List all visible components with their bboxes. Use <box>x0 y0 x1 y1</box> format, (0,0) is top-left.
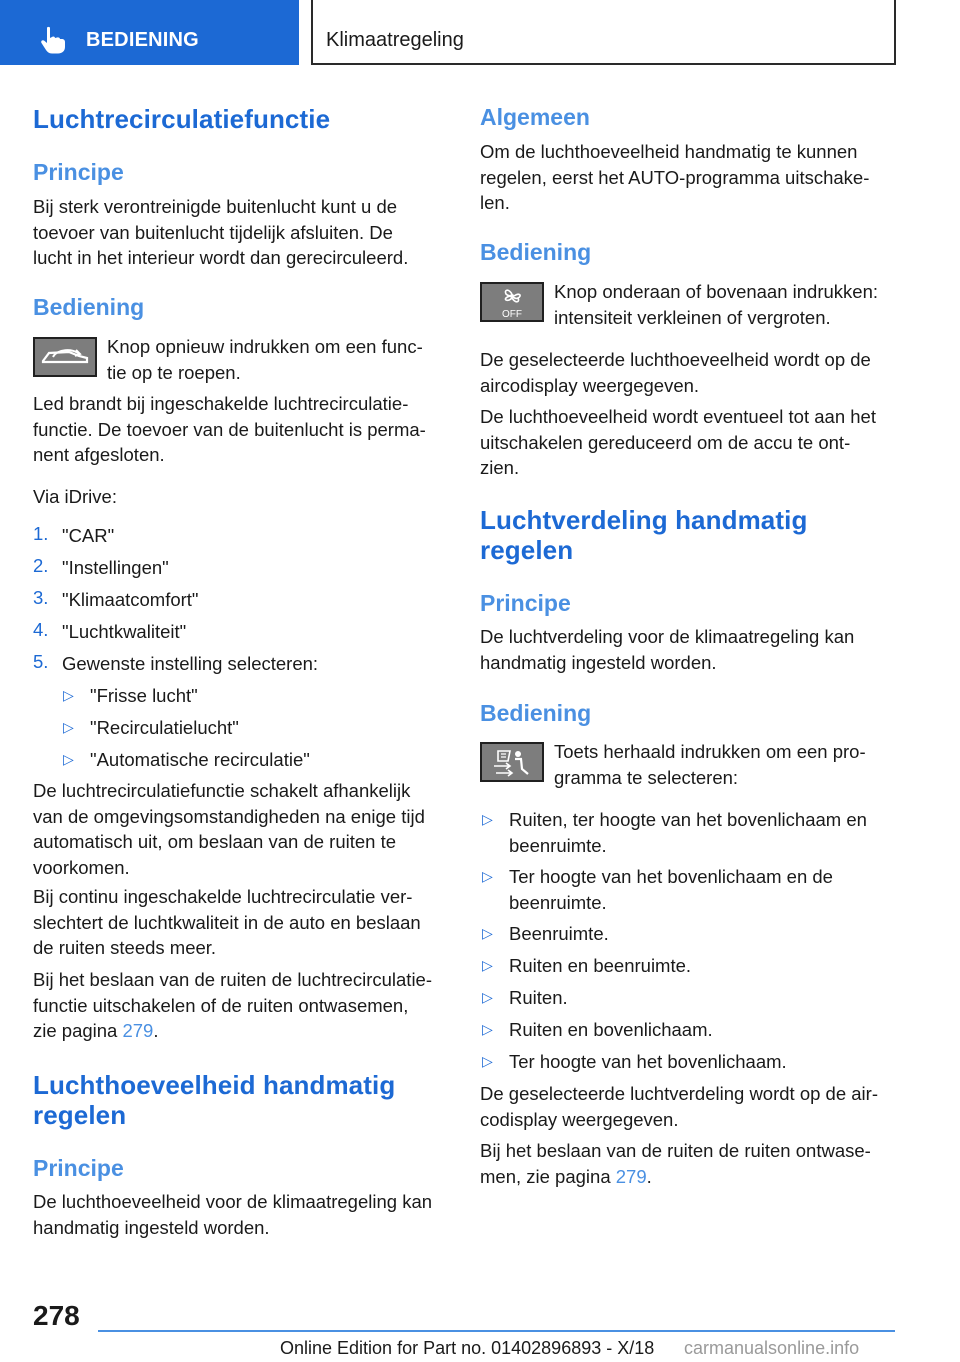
heading-bediening-fan: Bediening <box>480 239 592 265</box>
heading-bediening: Bediening <box>33 294 145 320</box>
list-item <box>33 555 448 587</box>
list-item <box>480 864 900 921</box>
text-line: intensiteit verkleinen of vergroten. <box>554 306 831 328</box>
step-number: 4. <box>33 619 49 640</box>
text-line: Bij continu ingeschakelde luchtrecirculatie ver‐ <box>33 886 413 907</box>
text-line: Om de luchthoeveelheid handmatig te kunnen <box>480 141 858 162</box>
triangle-bullet-icon: ▷ <box>482 957 493 973</box>
option-text: "Automatische recirculatie" <box>90 749 310 770</box>
triangle-bullet-icon: ▷ <box>63 751 74 767</box>
text-line: toevoer van buitenlucht tijdelijk afsluiten. De <box>33 221 393 243</box>
triangle-bullet-icon: ▷ <box>482 1021 493 1037</box>
text-line: voorkomen. <box>33 856 130 878</box>
text-line: beenruimte. <box>509 834 607 856</box>
triangle-bullet-icon: ▷ <box>63 687 74 703</box>
list-item <box>33 715 448 747</box>
text-fragment: . <box>153 1020 159 1041</box>
heading-principe-right: Principe <box>480 590 571 616</box>
triangle-bullet-icon: ▷ <box>482 811 493 827</box>
fan-button-instruction <box>554 279 878 330</box>
list-item <box>480 985 900 1017</box>
text-line: automatisch uit, om beslaan van de ruiten te <box>33 831 397 852</box>
button-instruction <box>107 334 423 385</box>
text-line: slechtert de luchtkwaliteit in de auto en beslaan <box>33 911 421 933</box>
text-line: uitschakelen gereduceerd om de accu te ont‐ <box>480 431 851 453</box>
triangle-bullet-icon: ▷ <box>482 868 493 884</box>
text-line: len. <box>480 192 510 213</box>
text-line: Ruiten, ter hoogte van het bovenlichaam en <box>509 809 867 830</box>
step-number: 1. <box>33 523 49 544</box>
text-line: Ruiten. <box>509 987 568 1008</box>
program-list <box>480 807 900 1081</box>
section-title-recirculation: Luchtrecirculatiefunctie <box>33 104 331 134</box>
option-text: "Frisse lucht" <box>90 685 198 706</box>
principe2-paragraph <box>33 1189 432 1240</box>
edition-text: Online Edition for Part no. 01402896893 - X/18 <box>280 1338 655 1358</box>
display-paragraph <box>480 347 871 398</box>
reduce-paragraph <box>480 404 876 481</box>
text-line: functie. De toevoer van de buitenlucht is perma‐ <box>33 418 426 440</box>
text-line: De luchthoeveelheid voor de klimaatregeling kan <box>33 1191 433 1212</box>
step-text: "CAR" <box>62 525 115 546</box>
text-line: de ruiten steeds meer. <box>33 937 217 958</box>
fan-button-image <box>480 282 544 322</box>
list-item <box>480 953 900 985</box>
text-line: functie uitschakelen of de ruiten ontwasemen, <box>33 994 409 1016</box>
text-line: zien. <box>480 457 520 478</box>
text-line: handmatig ingesteld worden. <box>480 651 717 673</box>
section-tab <box>0 0 299 65</box>
principe-paragraph <box>33 194 408 271</box>
step-text: "Instellingen" <box>62 557 169 578</box>
hand-pointer-icon <box>40 26 66 54</box>
idrive-steps-list <box>33 523 448 779</box>
text-fragment: . <box>646 1165 652 1187</box>
footer-divider <box>98 1330 895 1332</box>
title-line: regelen <box>33 1100 127 1130</box>
list-item <box>480 807 900 864</box>
list-item <box>33 683 448 715</box>
list-item <box>33 747 448 779</box>
text-line: regelen, eerst het AUTO-programma uitschake‐ <box>480 166 870 188</box>
heading-principe: Principe <box>33 159 124 185</box>
text-line: Ter hoogte van het bovenlichaam en de <box>509 866 833 887</box>
text-line: gramma te selecteren: <box>554 766 739 788</box>
text-line: tie op te roepen. <box>107 361 241 383</box>
chapter-tab <box>311 0 896 65</box>
via-idrive-label: Via iDrive: <box>33 486 117 507</box>
title-line: Luchtverdeling handmatig <box>480 505 808 535</box>
beslaan-right-paragraph <box>480 1138 871 1189</box>
title-line: regelen <box>480 535 574 565</box>
triangle-bullet-icon: ▷ <box>482 925 493 941</box>
text-line: Knop onderaan of bovenaan indrukken: <box>554 281 879 302</box>
list-item <box>33 619 448 651</box>
section-title-luchtverdeling <box>480 505 807 565</box>
page-link-279[interactable]: 279 <box>615 1165 647 1187</box>
text-line: Led brandt bij ingeschakelde luchtrecirculatie‐ <box>33 393 409 414</box>
text-line: codisplay weergegeven. <box>480 1108 679 1130</box>
text-line <box>480 1164 871 1190</box>
air-distribution-button-image <box>480 742 544 782</box>
led-paragraph <box>33 391 426 468</box>
page-link-279[interactable]: 279 <box>122 1020 154 1041</box>
page-number: 278 <box>33 1300 80 1331</box>
list-item <box>33 587 448 619</box>
text-line: Knop opnieuw indrukken om een func‐ <box>107 336 423 357</box>
text-line: Toets herhaald indrukken om een pro‐ <box>554 741 866 762</box>
step-text: "Klimaatcomfort" <box>62 589 199 610</box>
text-line: Ruiten en bovenlichaam. <box>509 1019 713 1040</box>
fan-off-icon <box>482 284 542 320</box>
continu-paragraph <box>33 884 421 961</box>
list-item <box>33 523 448 555</box>
triangle-bullet-icon: ▷ <box>63 719 74 735</box>
heading-algemeen: Algemeen <box>480 104 590 130</box>
text-fragment: zie pagina <box>33 1020 123 1041</box>
heading-principe-2: Principe <box>33 1155 124 1181</box>
chapter-label: Klimaatregeling <box>326 29 464 51</box>
step-number: 2. <box>33 555 49 576</box>
option-text: "Recirculatielucht" <box>90 717 239 738</box>
text-line: Bij het beslaan van de ruiten de ruiten ontwase‐ <box>480 1140 871 1161</box>
triangle-bullet-icon: ▷ <box>482 1053 493 1069</box>
list-item <box>480 921 900 953</box>
list-item <box>33 651 448 683</box>
list-item <box>480 1017 900 1049</box>
text-line: Ter hoogte van het bovenlichaam. <box>509 1051 787 1072</box>
text-line: beenruimte. <box>509 891 607 913</box>
text-fragment: men, zie pagina <box>480 1165 616 1187</box>
list-item <box>480 1049 900 1081</box>
text-line: De geselecteerde luchthoeveelheid wordt op de <box>480 349 871 370</box>
text-line: handmatig ingesteld worden. <box>33 1216 270 1238</box>
step-number: 5. <box>33 651 49 672</box>
text-line: De luchtverdeling voor de klimaatregeling kan <box>480 626 855 647</box>
text-line: Bij sterk verontreinigde buitenlucht kunt u de <box>33 196 398 217</box>
text-line: aircodisplay weergegeven. <box>480 374 700 396</box>
verdeling-paragraph <box>480 1081 878 1132</box>
section-title-luchthoeveelheid <box>33 1070 395 1130</box>
watermark-text: carmanualsonline.info <box>684 1338 860 1358</box>
step-number: 3. <box>33 587 49 608</box>
text-line: De luchthoeveelheid wordt eventueel tot aan het <box>480 406 876 427</box>
text-line: Ruiten en beenruimte. <box>509 955 692 976</box>
text-line <box>33 1018 432 1044</box>
principe-right-paragraph <box>480 624 854 675</box>
triangle-bullet-icon: ▷ <box>482 989 493 1005</box>
text-line: Beenruimte. <box>509 923 609 944</box>
recirculation-icon <box>35 339 95 375</box>
step-text: Gewenste instelling selecteren: <box>62 653 319 674</box>
text-line: De luchtrecirculatiefunctie schakelt afhankelijk <box>33 780 411 801</box>
text-line: nent afgesloten. <box>33 444 165 465</box>
toets-instruction <box>554 739 866 790</box>
off-label: OFF <box>502 309 522 320</box>
section-label: BEDIENING <box>86 29 199 51</box>
text-line: lucht in het interieur wordt dan gerecirculeerd. <box>33 247 409 268</box>
step-text: "Luchtkwaliteit" <box>62 621 187 642</box>
title-line: Luchthoeveelheid handmatig <box>33 1070 396 1100</box>
algemeen-paragraph <box>480 139 869 216</box>
text-line: De geselecteerde luchtverdeling wordt op de air‐ <box>480 1083 878 1104</box>
air-distribution-icon <box>482 744 542 780</box>
text-line: Bij het beslaan van de ruiten de luchtrecirculatie‐ <box>33 969 433 990</box>
text-line: van de omgevingsomstandigheden na enige tijd <box>33 805 425 827</box>
heading-bediening-verdeling: Bediening <box>480 700 592 726</box>
beslaan-paragraph <box>33 967 432 1044</box>
recirculation-button-image <box>33 337 97 377</box>
auto-paragraph <box>33 778 425 880</box>
